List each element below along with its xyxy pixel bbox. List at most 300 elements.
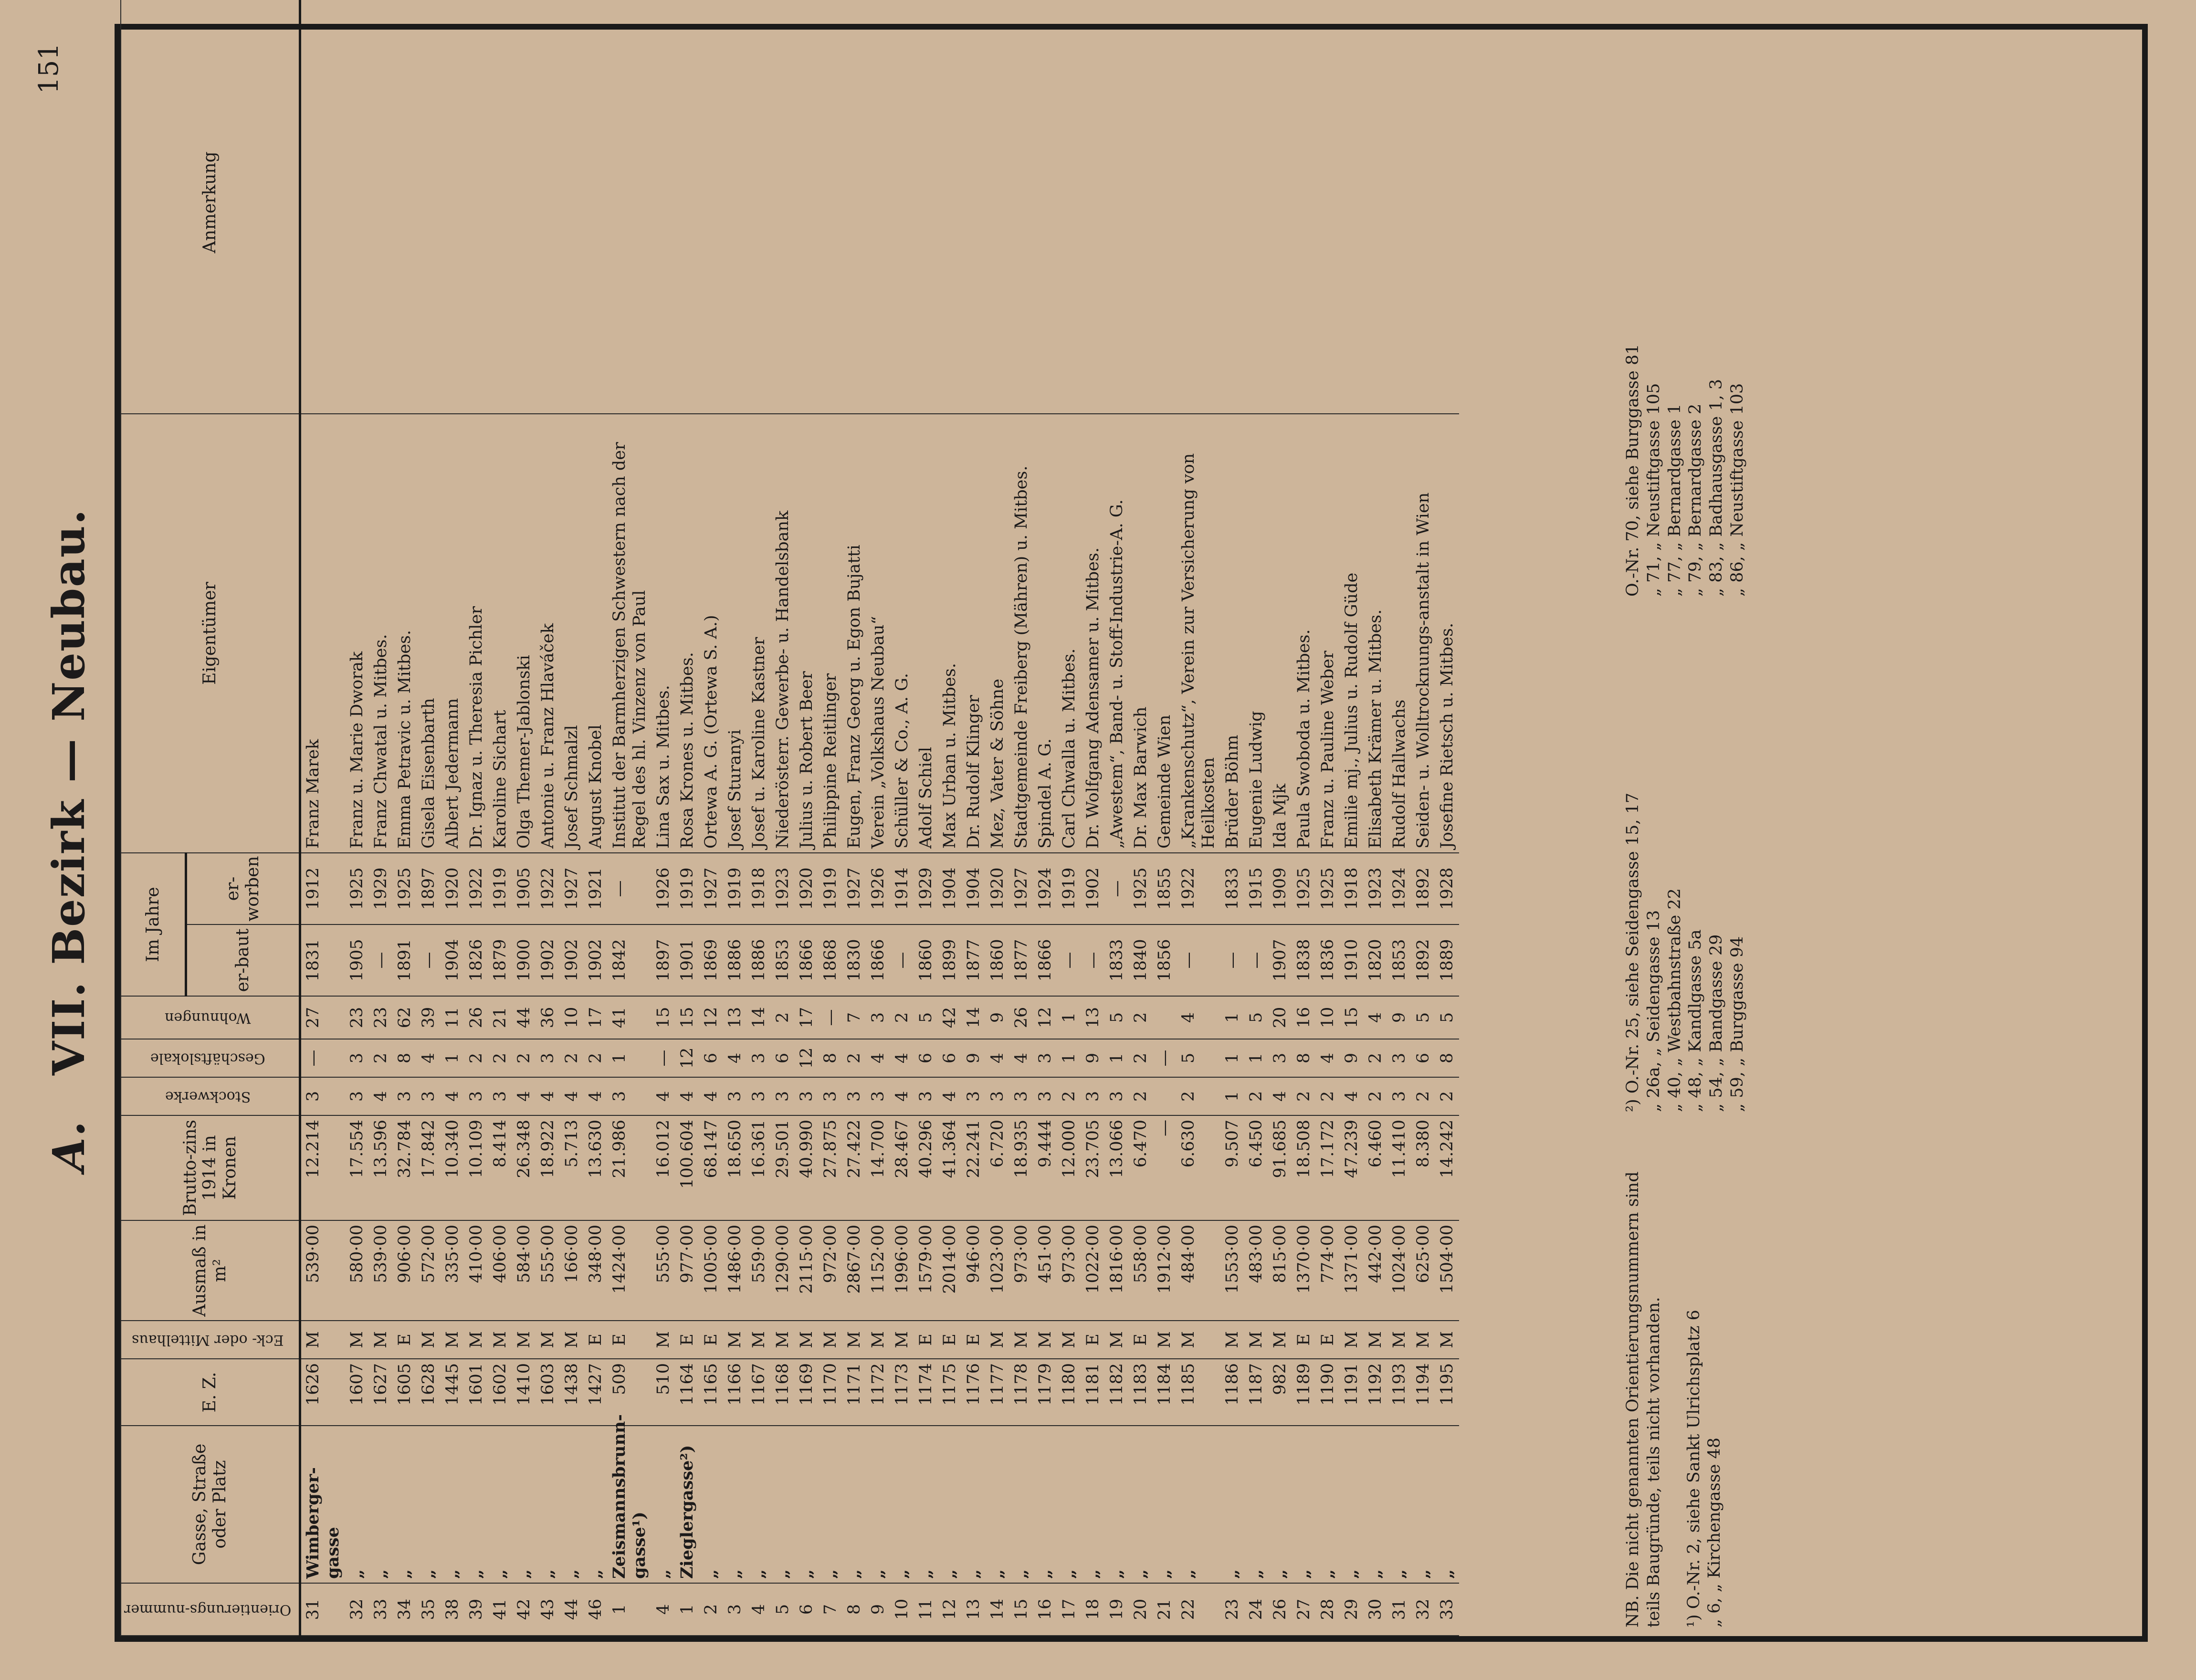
gross-rent-cell: 21.986 [608, 1115, 651, 1220]
orient-number-cell: 3 [723, 1583, 747, 1636]
year-built-cell: 1869 [699, 924, 723, 996]
floors-cell: 3 [723, 1077, 747, 1115]
street-name-cell: „ [819, 1426, 842, 1583]
corner-flag-cell: M [819, 1321, 842, 1359]
owner-cell: Max Urban u. Mitbes. [938, 414, 962, 853]
street-name-cell: „ [842, 1426, 866, 1583]
apartments-cell: 41 [608, 996, 651, 1039]
header-eck: Eck- oder Mittelhaus [121, 1321, 300, 1359]
year-built-cell: 1853 [771, 924, 795, 996]
area-cell: 973·00 [1009, 1220, 1033, 1321]
apartments-cell: 4 [1364, 996, 1387, 1039]
owner-cell: Josef Sturanyi [723, 414, 747, 853]
shops-cell: 8 [1435, 1039, 1459, 1077]
shops-cell: 4 [1316, 1039, 1340, 1077]
year-acquired-cell: 1923 [771, 853, 795, 924]
orient-number-cell: 10 [890, 1583, 914, 1636]
remark-cell [651, 0, 675, 414]
table-row [1081, 0, 1105, 1636]
corner-flag-cell: M [795, 1321, 819, 1359]
year-acquired-cell: 1920 [795, 853, 819, 924]
area-cell: 1023·00 [986, 1220, 1009, 1321]
table-row [1177, 0, 1220, 1636]
shops-cell: 8 [1292, 1039, 1316, 1077]
owner-cell: Josef Schmalzl [560, 414, 584, 853]
shops-cell: 6 [1411, 1039, 1435, 1077]
ez-number-cell: 1177 [986, 1359, 1009, 1426]
gross-rent-cell: 11.410 [1387, 1115, 1411, 1220]
corner-flag-cell: E [1292, 1321, 1316, 1359]
year-built-cell: — [890, 924, 914, 996]
ez-number-cell: 1191 [1340, 1359, 1364, 1426]
remark-cell [1220, 0, 1244, 414]
year-acquired-cell: 1927 [699, 853, 723, 924]
street-name-cell: „ [938, 1426, 962, 1583]
table-row [675, 0, 699, 1636]
year-acquired-cell: 1927 [1009, 853, 1033, 924]
table-row [1105, 0, 1129, 1636]
ez-number-cell: 1445 [441, 1359, 464, 1426]
year-acquired-cell: 1922 [536, 853, 560, 924]
orient-number-cell: 34 [393, 1583, 417, 1636]
owner-cell: Franz Chwatal u. Mitbes. [369, 414, 393, 853]
apartments-cell: 10 [560, 996, 584, 1039]
corner-flag-cell: E [699, 1321, 723, 1359]
apartments-cell: 17 [584, 996, 608, 1039]
corner-flag-cell: M [1153, 1321, 1177, 1359]
year-built-cell: 1892 [1411, 924, 1435, 996]
year-built-cell: 1866 [795, 924, 819, 996]
floors-cell: 3 [842, 1077, 866, 1115]
street-name-cell: „ [1340, 1426, 1364, 1583]
apartments-cell: 23 [345, 996, 369, 1039]
shops-cell: — [651, 1039, 675, 1077]
remark-cell [464, 0, 488, 414]
year-acquired-cell: 1902 [1081, 853, 1105, 924]
area-cell: 442·00 [1364, 1220, 1387, 1321]
area-cell: 451·00 [1033, 1220, 1057, 1321]
year-acquired-cell: 1924 [1033, 853, 1057, 924]
remark-cell [1316, 0, 1340, 414]
year-built-cell: 1889 [1435, 924, 1459, 996]
orient-number-cell: 38 [441, 1583, 464, 1636]
apartments-cell: 7 [842, 996, 866, 1039]
apartments-cell: 10 [1316, 996, 1340, 1039]
gross-rent-cell: 28.467 [890, 1115, 914, 1220]
shops-cell: 4 [417, 1039, 441, 1077]
area-cell: 584·00 [512, 1220, 536, 1321]
apartments-cell: 44 [512, 996, 536, 1039]
ez-number-cell: 510 [651, 1359, 675, 1426]
year-acquired-cell: 1919 [723, 853, 747, 924]
apartments-cell: 42 [938, 996, 962, 1039]
gross-rent-cell: 10.340 [441, 1115, 464, 1220]
remark-cell [512, 0, 536, 414]
floors-cell: 3 [417, 1077, 441, 1115]
footnote-3f: „ 86, „ Neustiftgasse 103 [1727, 383, 1747, 597]
orient-number-cell: 29 [1340, 1583, 1364, 1636]
corner-flag-cell: M [1033, 1321, 1057, 1359]
apartments-cell: 14 [962, 996, 986, 1039]
floors-cell: 4 [675, 1077, 699, 1115]
apartments-cell: 4 [1177, 996, 1220, 1039]
corner-flag-cell: M [560, 1321, 584, 1359]
header-ausmass: Ausmaß in m² [121, 1220, 300, 1321]
gross-rent-cell: 23.705 [1081, 1115, 1105, 1220]
owner-cell: Karoline Sichart [488, 414, 512, 853]
shops-cell: 2 [560, 1039, 584, 1077]
area-cell: 1024·00 [1387, 1220, 1411, 1321]
area-cell: 774·00 [1316, 1220, 1340, 1321]
ez-number-cell: 1183 [1129, 1359, 1153, 1426]
table-row [1387, 0, 1411, 1636]
owner-cell: Seiden- u. Wolltrocknungs-anstalt in Wien [1411, 414, 1435, 853]
orient-number-cell: 30 [1364, 1583, 1387, 1636]
orient-number-cell: 44 [560, 1583, 584, 1636]
shops-cell: 1 [608, 1039, 651, 1077]
area-cell: 1912·00 [1153, 1220, 1177, 1321]
remark-cell [1268, 0, 1292, 414]
ez-number-cell: 1194 [1411, 1359, 1435, 1426]
footnote-row [1623, 52, 1748, 1628]
floors-cell: 3 [300, 1077, 345, 1115]
footnote-2d: „ 48, „ Kandlgasse 5a [1686, 929, 1705, 1112]
header-jahre: Im Jahre [121, 853, 186, 996]
ez-number-cell: 1186 [1220, 1359, 1244, 1426]
floors-cell: 4 [584, 1077, 608, 1115]
gross-rent-cell: 16.361 [747, 1115, 771, 1220]
gross-rent-cell: 17.842 [417, 1115, 441, 1220]
year-built-cell: 1840 [1129, 924, 1153, 996]
gross-rent-cell: 27.875 [819, 1115, 842, 1220]
remark-cell [536, 0, 560, 414]
remark-cell [1244, 0, 1268, 414]
apartments-cell: 2 [771, 996, 795, 1039]
gross-rent-cell: 17.172 [1316, 1115, 1340, 1220]
owner-cell: Ida Mjk [1268, 414, 1292, 853]
street-name-cell: „ [1316, 1426, 1340, 1583]
table-row [1057, 0, 1081, 1636]
floors-cell: 4 [512, 1077, 536, 1115]
table-row [417, 0, 441, 1636]
year-built-cell: — [1081, 924, 1105, 996]
floors-cell: 2 [1435, 1077, 1459, 1115]
gross-rent-cell: 9.507 [1220, 1115, 1244, 1220]
street-name-cell: „ [345, 1426, 369, 1583]
area-cell: 2014·00 [938, 1220, 962, 1321]
table-row [962, 0, 986, 1636]
area-cell: 166·00 [560, 1220, 584, 1321]
year-built-cell: 1901 [675, 924, 699, 996]
orient-number-cell: 43 [536, 1583, 560, 1636]
shops-cell: — [300, 1039, 345, 1077]
corner-flag-cell: M [1387, 1321, 1411, 1359]
year-built-cell: 1886 [723, 924, 747, 996]
table-row [1340, 0, 1364, 1636]
nb-note: NB. Die nicht genannten Orientierungsnummern sind teils Baugründe, teils nicht vorhanden. [1623, 1171, 1663, 1628]
remark-cell [608, 0, 651, 414]
shops-cell: 3 [1268, 1039, 1292, 1077]
street-name-cell: „ [1292, 1426, 1316, 1583]
year-built-cell: 1856 [1153, 924, 1177, 996]
area-cell: 906·00 [393, 1220, 417, 1321]
table-row [1364, 0, 1387, 1636]
apartments-cell: 1 [1057, 996, 1081, 1039]
year-acquired-cell: 1897 [417, 853, 441, 924]
table-row [651, 0, 675, 1636]
remark-cell [1411, 0, 1435, 414]
orient-number-cell: 42 [512, 1583, 536, 1636]
ez-number-cell: 1184 [1153, 1359, 1177, 1426]
gross-rent-cell: 100.604 [675, 1115, 699, 1220]
orient-number-cell: 1 [608, 1583, 651, 1636]
year-acquired-cell: 1925 [1292, 853, 1316, 924]
year-acquired-cell: 1925 [1316, 853, 1340, 924]
area-cell: 484·00 [1177, 1220, 1220, 1321]
owner-cell: Carl Chwalla u. Mitbes. [1057, 414, 1081, 853]
year-acquired-cell: 1924 [1387, 853, 1411, 924]
shops-cell: 5 [1177, 1039, 1220, 1077]
year-built-cell: 1853 [1387, 924, 1411, 996]
street-name-cell: „ [1244, 1426, 1268, 1583]
remark-cell [771, 0, 795, 414]
ez-number-cell: 1180 [1057, 1359, 1081, 1426]
corner-flag-cell: M [1057, 1321, 1081, 1359]
year-built-cell: 1833 [1105, 924, 1129, 996]
orient-number-cell: 17 [1057, 1583, 1081, 1636]
owner-cell: August Knobel [584, 414, 608, 853]
street-name-cell: „ [417, 1426, 441, 1583]
apartments-cell: 12 [1033, 996, 1057, 1039]
footnotes [1623, 52, 1748, 1628]
section-letter: A. [43, 1120, 95, 1172]
gross-rent-cell: 91.685 [1268, 1115, 1292, 1220]
year-acquired-cell: 1926 [866, 853, 890, 924]
orient-number-cell: 26 [1268, 1583, 1292, 1636]
apartments-cell: 21 [488, 996, 512, 1039]
orient-number-cell: 4 [747, 1583, 771, 1636]
area-cell: 946·00 [962, 1220, 986, 1321]
header-wohnungen: Wohnungen [121, 996, 300, 1039]
shops-cell: 2 [1129, 1039, 1153, 1077]
owner-cell: Lina Sax u. Mitbes. [651, 414, 675, 853]
footnote-2f: „ 59, „ Burggasse 94 [1727, 936, 1747, 1112]
table-row [747, 0, 771, 1636]
orient-number-cell: 33 [1435, 1583, 1459, 1636]
apartments-cell: — [819, 996, 842, 1039]
orient-number-cell: 23 [1220, 1583, 1244, 1636]
year-built-cell: 1860 [914, 924, 938, 996]
floors-cell: 2 [1129, 1077, 1153, 1115]
remark-cell [1364, 0, 1387, 414]
orient-number-cell: 35 [417, 1583, 441, 1636]
area-cell: 572·00 [417, 1220, 441, 1321]
shops-cell: 1 [441, 1039, 464, 1077]
owner-cell: Verein „Volkshaus Neubau“ [866, 414, 890, 853]
table-row [986, 0, 1009, 1636]
year-acquired-cell: 1929 [914, 853, 938, 924]
table-row [1411, 0, 1435, 1636]
gross-rent-cell: 13.630 [584, 1115, 608, 1220]
apartments-cell: 17 [795, 996, 819, 1039]
orient-number-cell: 28 [1316, 1583, 1340, 1636]
floors-cell: 3 [962, 1077, 986, 1115]
corner-flag-cell: E [393, 1321, 417, 1359]
gross-rent-cell: 12.000 [1057, 1115, 1081, 1220]
shops-cell: 4 [890, 1039, 914, 1077]
area-cell: 1290·00 [771, 1220, 795, 1321]
floors-cell: 3 [771, 1077, 795, 1115]
remark-cell [441, 0, 464, 414]
remark-cell [723, 0, 747, 414]
ez-number-cell: 1193 [1387, 1359, 1411, 1426]
year-built-cell: — [1177, 924, 1220, 996]
corner-flag-cell: M [1244, 1321, 1268, 1359]
area-cell: 559·00 [747, 1220, 771, 1321]
table-row [512, 0, 536, 1636]
year-built-cell: — [417, 924, 441, 996]
year-built-cell: 1900 [512, 924, 536, 996]
shops-cell: — [1153, 1039, 1177, 1077]
street-name-cell: „ [890, 1426, 914, 1583]
year-acquired-cell: 1919 [488, 853, 512, 924]
year-built-cell: — [1244, 924, 1268, 996]
corner-flag-cell: M [1364, 1321, 1387, 1359]
table-row [1316, 0, 1340, 1636]
year-built-cell: 1866 [866, 924, 890, 996]
gross-rent-cell: 18.650 [723, 1115, 747, 1220]
street-name-cell: „ [369, 1426, 393, 1583]
street-name-cell: „ [536, 1426, 560, 1583]
header-row-1 [121, 0, 186, 1636]
area-cell: 348·00 [584, 1220, 608, 1321]
area-cell: 1152·00 [866, 1220, 890, 1321]
ez-number-cell: 1605 [393, 1359, 417, 1426]
floors-cell: 4 [560, 1077, 584, 1115]
gross-rent-cell: 22.241 [962, 1115, 986, 1220]
header-ez: E. Z. [121, 1359, 300, 1426]
apartments-cell [1153, 996, 1177, 1039]
table-row [1033, 0, 1057, 1636]
shops-cell: 9 [1340, 1039, 1364, 1077]
apartments-cell: 15 [675, 996, 699, 1039]
shops-cell: 8 [819, 1039, 842, 1077]
apartments-cell: 5 [1411, 996, 1435, 1039]
owner-cell: Stadtgemeinde Freiberg (Mähren) u. Mitbes. [1009, 414, 1033, 853]
apartments-cell: 20 [1268, 996, 1292, 1039]
year-built-cell: 1820 [1364, 924, 1387, 996]
table-row [536, 0, 560, 1636]
floors-cell: 3 [464, 1077, 488, 1115]
gross-rent-cell: 14.242 [1435, 1115, 1459, 1220]
year-built-cell: 1842 [608, 924, 651, 996]
owner-cell: Spindel A. G. [1033, 414, 1057, 853]
table-row [914, 0, 938, 1636]
section-title: VII. Bezirk — Neubau. [43, 508, 95, 1076]
remark-cell [1129, 0, 1153, 414]
year-built-cell: 1899 [938, 924, 962, 996]
area-cell: 580·00 [345, 1220, 369, 1321]
street-name-cell: „ [651, 1426, 675, 1583]
gross-rent-cell: 29.501 [771, 1115, 795, 1220]
owner-cell: Emilie mj., Julius u. Rudolf Güde [1340, 414, 1364, 853]
year-acquired-cell: 1922 [1177, 853, 1220, 924]
floors-cell: 4 [369, 1077, 393, 1115]
footnote-3c: „ 77, „ Bernardgasse 1 [1665, 403, 1684, 597]
remark-cell [938, 0, 962, 414]
area-cell: 410·00 [464, 1220, 488, 1321]
register-table-frame [115, 24, 2148, 1642]
owner-cell: „Awestem“, Band- u. Stoff-Industrie-A. G. [1105, 414, 1129, 853]
floors-cell: 2 [1316, 1077, 1340, 1115]
floors-cell: 4 [441, 1077, 464, 1115]
orient-number-cell: 31 [1387, 1583, 1411, 1636]
street-name-cell: „ [1411, 1426, 1435, 1583]
table-row [345, 0, 369, 1636]
owner-cell: Ortewa A. G. (Ortewa S. A.) [699, 414, 723, 853]
ez-number-cell: 1174 [914, 1359, 938, 1426]
year-built-cell: 1831 [300, 924, 345, 996]
gross-rent-cell: 18.508 [1292, 1115, 1316, 1220]
corner-flag-cell: M [986, 1321, 1009, 1359]
gross-rent-cell: 6.720 [986, 1115, 1009, 1220]
year-built-cell: — [1220, 924, 1244, 996]
corner-flag-cell: E [938, 1321, 962, 1359]
remark-cell [699, 0, 723, 414]
area-cell: 483·00 [1244, 1220, 1268, 1321]
apartments-cell: 26 [1009, 996, 1033, 1039]
corner-flag-cell: M [771, 1321, 795, 1359]
shops-cell: 2 [842, 1039, 866, 1077]
floors-cell: 3 [608, 1077, 651, 1115]
apartments-cell: 3 [866, 996, 890, 1039]
register-table [120, 0, 1459, 1636]
ez-number-cell: 1170 [819, 1359, 842, 1426]
area-cell: 1005·00 [699, 1220, 723, 1321]
floors-cell: 4 [1268, 1077, 1292, 1115]
table-body [300, 0, 1459, 1636]
corner-flag-cell: M [723, 1321, 747, 1359]
corner-flag-cell: E [962, 1321, 986, 1359]
ez-number-cell: 1427 [584, 1359, 608, 1426]
floors-cell: 4 [890, 1077, 914, 1115]
street-name-cell: „ [747, 1426, 771, 1583]
year-built-cell: 1905 [345, 924, 369, 996]
table-row [584, 0, 608, 1636]
owner-cell: Dr. Max Barwich [1129, 414, 1153, 853]
ez-number-cell: 1178 [1009, 1359, 1033, 1426]
shops-cell: 12 [795, 1039, 819, 1077]
orient-number-cell: 1 [675, 1583, 699, 1636]
shops-cell: 3 [1033, 1039, 1057, 1077]
street-name-cell: „ [866, 1426, 890, 1583]
remark-cell [986, 0, 1009, 414]
table-row [1244, 0, 1268, 1636]
table-row [890, 0, 914, 1636]
floors-cell: 2 [1411, 1077, 1435, 1115]
owner-cell: Franz u. Marie Dworak [345, 414, 369, 853]
footnote-col-1 [1623, 1150, 1748, 1628]
apartments-cell: 15 [1340, 996, 1364, 1039]
apartments-cell: 11 [441, 996, 464, 1039]
apartments-cell: 13 [1081, 996, 1105, 1039]
year-acquired-cell: 1914 [890, 853, 914, 924]
street-name-cell: „ [1009, 1426, 1033, 1583]
year-acquired-cell: 1919 [1057, 853, 1081, 924]
apartments-cell: 36 [536, 996, 560, 1039]
shops-cell: 2 [488, 1039, 512, 1077]
corner-flag-cell: M [441, 1321, 464, 1359]
